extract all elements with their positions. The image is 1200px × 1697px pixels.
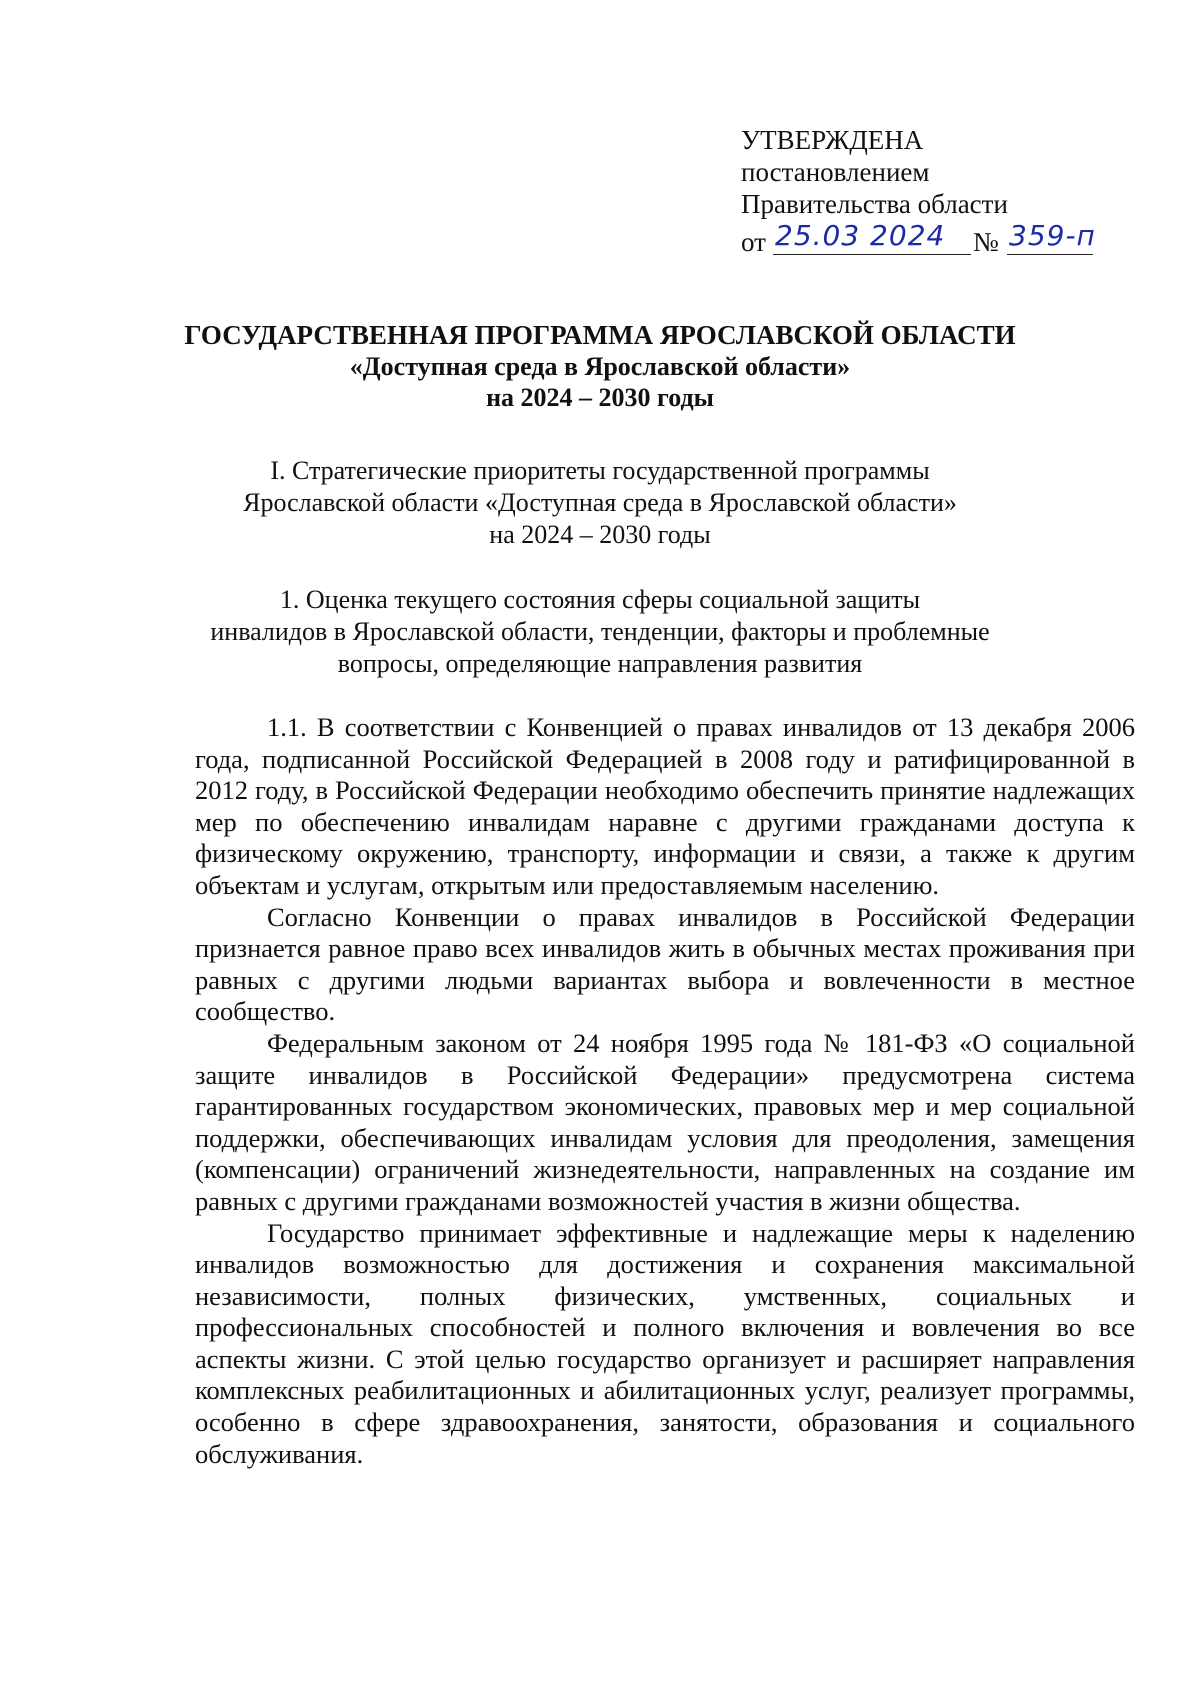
section-heading-line-2: Ярославской области «Доступная среда в Ярославской области»	[243, 488, 957, 517]
paragraph: Федеральным законом от 24 ноября 1995 года № 181-ФЗ «О социальной защите инвалидов в Российской Федерации» предусмотрена система гарантированных государством экономических, правовых мер и мер социальной поддержки, обеспечивающих инвалидам условия для преодоления, замещения (компенсации) ограничений жизнедеятельности, направленных на создание им равных с другими гражданами возможностей участия в жизни общества.	[195, 1027, 1135, 1216]
handwritten-date: 25.03 2024	[775, 219, 946, 252]
section-heading-line-3: на 2024 – 2030 годы	[489, 520, 711, 549]
date-prefix: от	[741, 227, 766, 257]
subsection-heading-line-2: инвалидов в Ярославской области, тенденции, факторы и проблемные	[210, 617, 990, 646]
handwritten-number: 359-п	[1009, 219, 1096, 252]
approval-date-line	[741, 220, 1161, 260]
number-prefix: №	[973, 227, 999, 257]
paragraph: Государство принимает эффективные и надлежащие меры к наделению инвалидов возможностью для достижения и сохранения максимальной независимости, полных физических, умственных, социальных и профессиональных способностей и полного включения и вовлечения во все аспекты жизни. С этой целью государство организует и расширяет направления комплексных реабилитационных и абилитационных услуг, реализует программы, особенно в сфере здравоохранения, занятости, образования и социального обслуживания.	[195, 1217, 1135, 1469]
approval-resolution: постановлением	[741, 157, 930, 187]
title-line-3: на 2024 – 2030 годы	[486, 383, 714, 412]
paragraph: 1.1. В соответствии с Конвенцией о правах инвалидов от 13 декабря 2006 года, подписанной Российской Федерацией в 2008 году и ратифицированной в 2012 году, в Российской Федерации необходимо обеспечить принятие надлежащих мер по обеспечению инвалидам наравне с другими гражданами доступа к физическому окружению, транспорту, информации и связи, а также к другим объектам и услугам, открытым или предоставляемым населению.	[195, 712, 1135, 900]
approval-authority: Правительства области	[741, 189, 1008, 219]
document-title	[150, 320, 1050, 413]
date-underline	[773, 254, 971, 255]
paragraph: Согласно Конвенции о правах инвалидов в Российской Федерации признается равное право всех инвалидов жить в обычных местах проживания при равных с другими людьми вариантах выбора и вовлеченности в местное сообщество.	[195, 901, 1135, 1027]
section-heading	[150, 455, 1050, 551]
approval-label: УТВЕРЖДЕНА	[741, 125, 924, 155]
title-line-2: «Доступная среда в Ярославской области»	[349, 352, 851, 381]
subsection-heading-line-3: вопросы, определяющие направления развития	[337, 649, 863, 678]
subsection-heading	[150, 584, 1050, 680]
body-text	[195, 712, 1135, 1470]
title-line-1: ГОСУДАРСТВЕННАЯ ПРОГРАММА ЯРОСЛАВСКОЙ ОБЛАСТИ	[184, 320, 1016, 350]
number-underline	[1007, 254, 1093, 255]
subsection-heading-line-1: 1. Оценка текущего состояния сферы социальной защиты	[279, 585, 921, 614]
approval-block	[741, 124, 1161, 260]
section-heading-line-1: I. Стратегические приоритеты государственной программы	[270, 456, 930, 485]
